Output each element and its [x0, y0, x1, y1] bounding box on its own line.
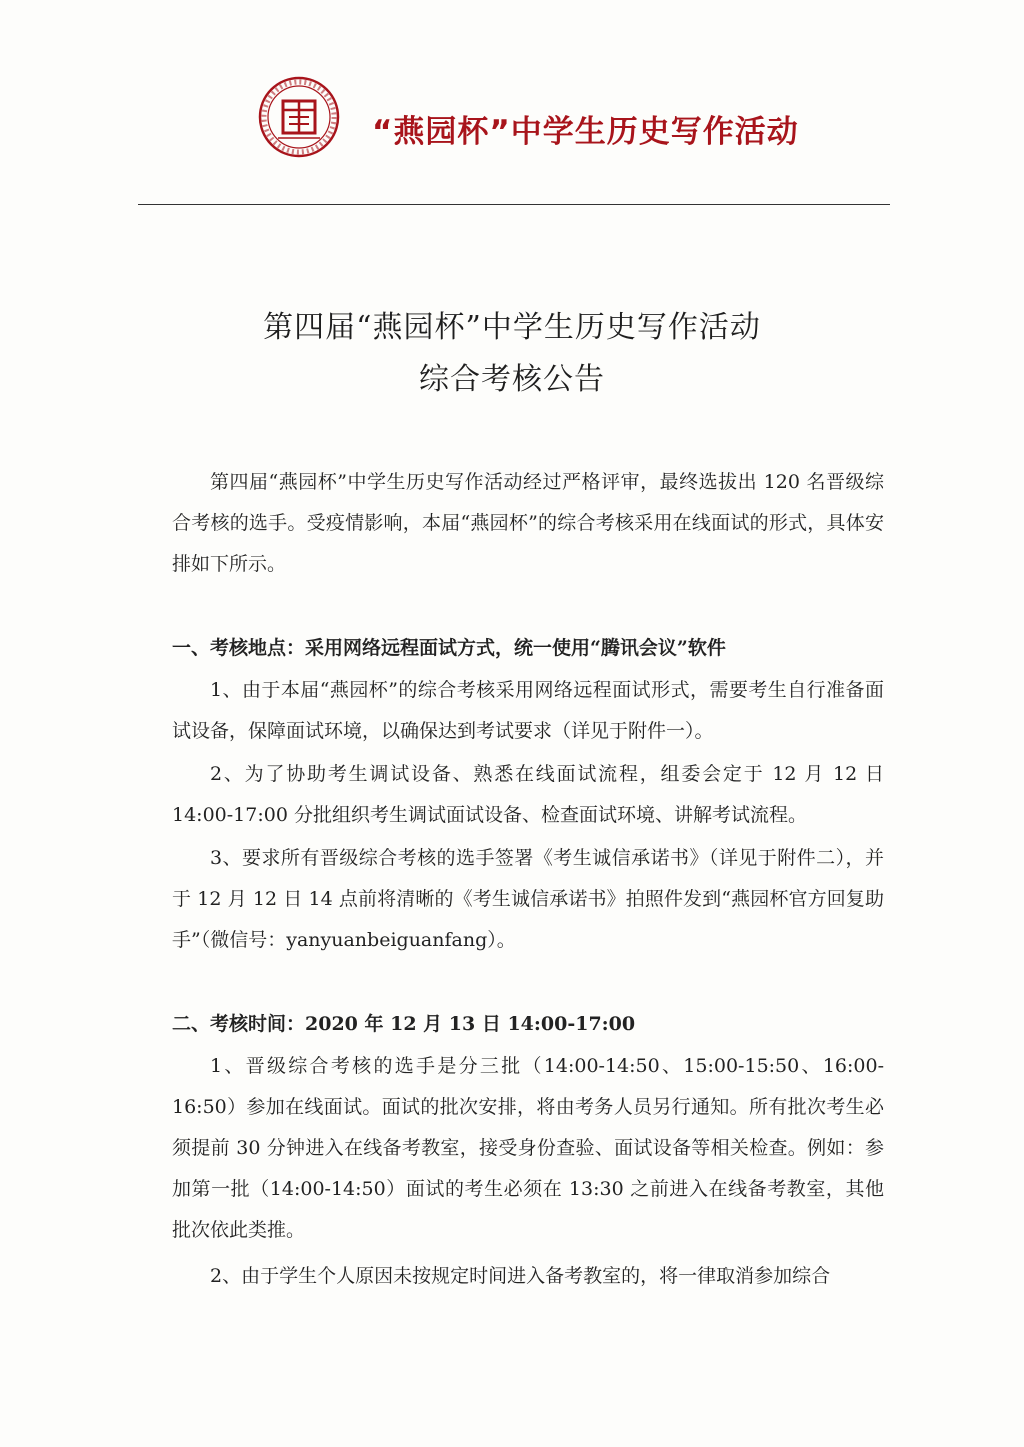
organization-seal-icon: [258, 76, 340, 158]
organization-title: “燕园杯”中学生历史写作活动: [372, 114, 799, 150]
document-title: 第四届“燕园杯”中学生历史写作活动: [263, 310, 761, 345]
document-subtitle: 综合考核公告: [419, 362, 605, 397]
section-2-heading: 二、考核时间：2020 年 12 月 13 日 14:00-17:00: [172, 1013, 636, 1035]
section-1-item-2: 2、为了协助考生调试设备、熟悉在线面试流程，组委会定于 12 月 12 日 14:00-17:00 分批组织考生调试面试设备、检查面试环境、讲解考试流程。: [172, 763, 884, 826]
section-2-item-2: 2、由于学生个人原因未按规定时间进入备考教室的，将一律取消参加综合: [210, 1265, 831, 1287]
section-1-item-3: 3、要求所有晋级综合考核的选手签署《考生诚信承诺书》（详见于附件二），并于 12 月 12 日 14 点前将清晰的《考生诚信承诺书》拍照件发到“燕园杯官方回复助手”（微信号：yanyuanbeiguanfang）。: [172, 847, 884, 951]
intro-paragraph: 第四届“燕园杯”中学生历史写作活动经过严格评审，最终选拔出 120 名晋级综合考核的选手。受疫情影响，本届“燕园杯”的综合考核采用在线面试的形式，具体安排如下所示。: [172, 471, 884, 575]
section-1-item-1: 1、由于本届“燕园杯”的综合考核采用网络远程面试形式，需要考生自行准备面试设备，保障面试环境，以确保达到考试要求（详见于附件一）。: [172, 679, 884, 742]
header-divider: [138, 204, 890, 205]
letterhead: [258, 74, 898, 184]
section-1-heading: 一、考核地点：采用网络远程面试方式，统一使用“腾讯会议”软件: [172, 637, 726, 659]
section-2-item-1: 1、晋级综合考核的选手是分三批（14:00-14:50、15:00-15:50、16:00-16:50）参加在线面试。面试的批次安排，将由考务人员另行通知。所有批次考生必须提前 30 分钟进入在线备考教室，接受身份查验、面试设备等相关检查。例如：参加第一批（14:00-14:50）面试的考生必须在 13:30 之前进入在线备考教室，其他批次依此类推。: [172, 1055, 884, 1241]
